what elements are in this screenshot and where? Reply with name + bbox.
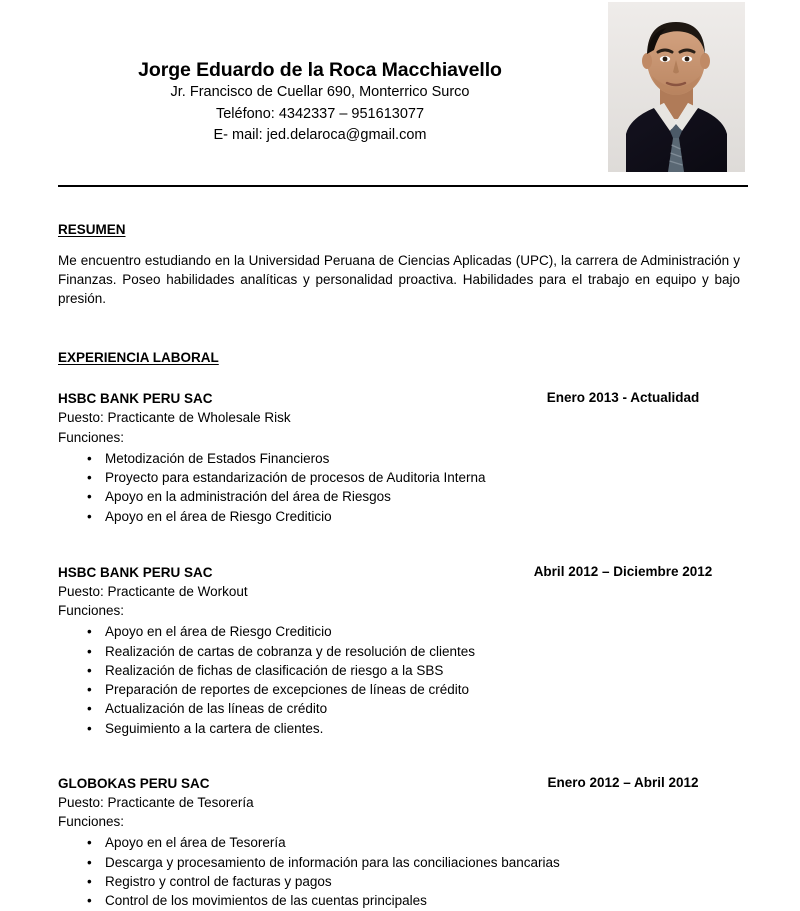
job-funciones-label: Funciones: [58, 814, 125, 830]
list-item [58, 622, 748, 641]
section-resumen [58, 221, 748, 308]
list-item [58, 833, 748, 852]
bullet-dot-icon: • [87, 682, 92, 698]
job-entry [58, 775, 748, 911]
portrait-photo-graphic [608, 2, 745, 172]
list-item-label: Realización de fichas de clasificación de riesgo a la SBS [105, 662, 444, 678]
list-item-label: Apoyo en el área de Riesgo Crediticio [105, 624, 332, 640]
section-heading-resumen: RESUMEN [58, 222, 126, 237]
job-header-row [58, 775, 748, 793]
list-item [58, 507, 748, 526]
list-item-label: Seguimiento a la cartera de clientes. [105, 720, 324, 736]
bullet-dot-icon: • [87, 624, 92, 640]
job-date-range: Enero 2012 – Abril 2012 [547, 775, 699, 791]
header-contact-block [40, 58, 600, 146]
list-item [58, 661, 748, 680]
document-body [58, 186, 748, 911]
bullet-dot-icon: • [87, 720, 92, 736]
contact-address: Jr. Francisco de Cuellar 690, Monterrico Surco [170, 84, 470, 101]
list-item-label: Registro y control de facturas y pagos [105, 873, 332, 889]
list-item-label: Apoyo en la administración del área de Riesgos [105, 489, 391, 505]
list-item [58, 872, 748, 891]
job-entry [58, 390, 748, 526]
bullet-dot-icon: • [87, 643, 92, 659]
list-item-label: Apoyo en el área de Tesorería [105, 835, 286, 851]
bullet-dot-icon: • [87, 893, 92, 909]
list-item-label: Metodización de Estados Financieros [105, 450, 330, 466]
page-title: Jorge Eduardo de la Roca Macchiavello [138, 59, 502, 81]
list-item-label: Actualización de las líneas de crédito [105, 701, 328, 717]
contact-email: E- mail: jed.delaroca@gmail.com [213, 127, 427, 143]
document-header [0, 0, 800, 186]
section-heading-experiencia: EXPERIENCIA LABORAL [58, 350, 219, 366]
bullet-dot-icon: • [87, 450, 92, 466]
list-item [58, 680, 748, 699]
job-duties-list [58, 449, 748, 526]
job-entry [58, 564, 748, 738]
job-date-range: Abril 2012 – Diciembre 2012 [533, 563, 713, 579]
bullet-dot-icon: • [87, 508, 92, 524]
list-item [58, 719, 748, 738]
list-item [58, 449, 748, 468]
list-item-label: Proyecto para estandarización de procesos de Auditoria Interna [105, 470, 486, 486]
bullet-dot-icon: • [87, 873, 92, 889]
job-duties-list [58, 833, 748, 910]
list-item [58, 468, 748, 487]
job-duties-list [58, 622, 748, 738]
job-position-line: Puesto: Practicante de Wholesale Risk [58, 410, 291, 426]
job-company-name: GLOBOKAS PERU SAC [58, 776, 210, 792]
job-header-row [58, 564, 748, 582]
bullet-dot-icon: • [87, 835, 92, 851]
bullet-dot-icon: • [87, 489, 92, 505]
list-item [58, 642, 748, 661]
job-company-name: HSBC BANK PERU SAC [58, 564, 213, 580]
job-date-range: Enero 2013 - Actualidad [546, 390, 700, 406]
list-item-label: Preparación de reportes de excepciones de líneas de crédito [105, 682, 469, 698]
bullet-dot-icon: • [87, 854, 92, 870]
bullet-dot-icon: • [87, 701, 92, 717]
list-item-label: Realización de cartas de cobranza y de resolución de clientes [105, 643, 475, 659]
job-funciones-label: Funciones: [58, 603, 125, 619]
job-position-line: Puesto: Practicante de Workout [58, 583, 248, 599]
job-company-name: HSBC BANK PERU SAC [58, 391, 213, 407]
list-item-label: Control de los movimientos de las cuentas principales [105, 893, 427, 909]
job-position-line: Puesto: Practicante de Tesorería [58, 795, 254, 811]
list-item [58, 891, 748, 910]
list-item-label: Apoyo en el área de Riesgo Crediticio [105, 508, 332, 524]
list-item [58, 853, 748, 872]
bullet-dot-icon: • [87, 662, 92, 678]
list-item [58, 487, 748, 506]
job-header-row [58, 390, 748, 408]
bullet-dot-icon: • [87, 470, 92, 486]
job-funciones-label: Funciones: [58, 429, 125, 445]
resumen-paragraph: Me encuentro estudiando en la Universidad Peruana de Ciencias Aplicadas (UPC), la carrera de Administración y Finanzas. Poseo habilidades analíticas y personalidad proactiva. Habilidades para el trabajo en equipo y bajo presión. [58, 253, 740, 307]
section-experiencia-laboral [58, 349, 748, 910]
contact-phone: Teléfono: 4342337 – 951613077 [215, 105, 425, 122]
portrait-photo [608, 2, 745, 172]
list-item [58, 699, 748, 718]
list-item-label: Descarga y procesamiento de información para las conciliaciones bancarias [105, 854, 560, 870]
